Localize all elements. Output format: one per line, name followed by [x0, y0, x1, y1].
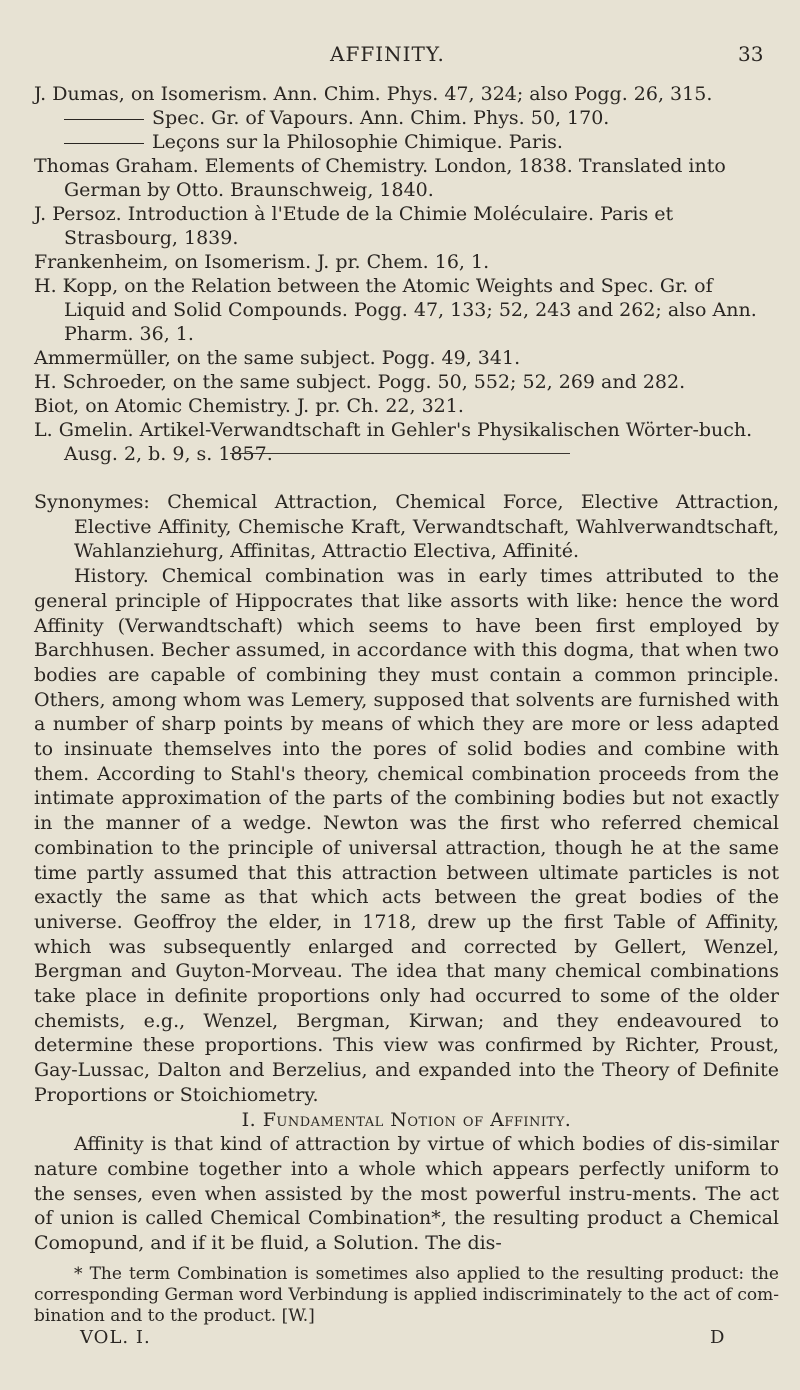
reference-entry: Spec. Gr. of Vapours. Ann. Chim. Phys. 50, 170.	[34, 106, 779, 130]
section-divider	[230, 453, 570, 454]
volume-label: VOL. I.	[80, 1327, 151, 1348]
footnote: * The term Combination is sometimes also applied to the resulting product: the corresponding German word Verbindung is applied indiscriminately to the act of com-bination and to the product. [W.]	[34, 1264, 779, 1326]
page-header	[0, 42, 800, 76]
reference-list	[34, 82, 779, 466]
reference-entry: Frankenheim, on Isomerism. J. pr. Chem. 16, 1.	[34, 251, 490, 273]
affinity-paragraph: Affinity is that kind of attraction by virtue of which bodies of dis-similar nature combine together into a whole which appears perfectly uniform to the senses, even when assisted by the most powerful instru-ments. The act of union is called Chemical Combination*, the resulting product a Chemical Comopund, and if it be fluid, a Solution. The dis-	[34, 1133, 779, 1255]
ditto-dash	[64, 143, 144, 144]
reference-entry: Thomas Graham. Elements of Chemistry. London, 1838. Translated into German by Otto. Braunschweig, 1840.	[34, 155, 726, 201]
footnote-block	[34, 1264, 779, 1351]
reference-entry: J. Dumas, on Isomerism. Ann. Chim. Phys. 47, 324; also Pogg. 26, 315.	[34, 83, 713, 105]
reference-entry: H. Kopp, on the Relation between the Atomic Weights and Spec. Gr. of Liquid and Solid Compounds. Pogg. 47, 133; 52, 243 and 262; also Ann. Pharm. 36, 1.	[34, 275, 757, 345]
signature-mark: D	[710, 1327, 725, 1348]
main-text	[34, 490, 779, 1256]
history-paragraph: History. Chemical combination was in early times attributed to the general principle of Hippocrates that like assorts with like: hence the word Affinity (Verwandtschaft) which seems to have been first employed by Barchhusen. Becher assumed, in accordance with this dogma, that when two bodies are capable of combining they must contain a common principle. Others, among whom was Lemery, supposed that solvents are furnished with a number of sharp points by means of which they are more or less adapted to insinuate themselves into the pores of solid bodies and combine with them. According to Stahl's theory, chemical combination proceeds from the intimate approximation of the parts of the combining bodies but not exactly in the manner of a wedge. Newton was the first who referred chemical combination to the principle of universal attraction, though he at the same time partly assumed that this attraction between ultimate particles is not exactly the same as that which acts between the great bodies of the universe. Geoffroy the elder, in 1718, drew up the first Table of Affinity, which was subsequently enlarged and corrected by Gellert, Wenzel, Bergman and Guyton-Morveau. The idea that many chemical combinations take place in definite proportions only had occurred to some of the older chemists, e.g., Wenzel, Bergman, Kirwan; and they endeavoured to determine these proportions. This view was confirmed by Richter, Proust, Gay-Lussac, Dalton and Berzelius, and expanded into the Theory of Definite Proportions or Stoichiometry.	[34, 565, 779, 1106]
page-number: 33	[738, 42, 764, 66]
reference-entry: L. Gmelin. Artikel-Verwandtschaft in Gehler's Physikalischen Wörter-buch. Ausg. 2, b. 9, s. 1857.	[34, 419, 753, 465]
ditto-dash	[64, 119, 144, 120]
reference-entry: Ammermüller, on the same subject. Pogg. 49, 341.	[34, 347, 521, 369]
reference-entry: Biot, on Atomic Chemistry. J. pr. Ch. 22, 321.	[34, 395, 464, 417]
section-heading: I. Fundamental Notion of Affinity.	[241, 1108, 572, 1131]
running-title: AFFINITY.	[330, 42, 445, 66]
synonymes-paragraph: Synonymes: Chemical Attraction, Chemical Force, Elective Attraction, Elective Affinity, Chemische Kraft, Verwandtschaft, Wahlverwandtschaft, Wahlanziehurg, Affinitas, Attractio Electiva, Affinité.	[34, 491, 779, 563]
reference-entry: H. Schroeder, on the same subject. Pogg. 50, 552; 52, 269 and 282.	[34, 371, 686, 393]
reference-entry: J. Persoz. Introduction à l'Etude de la Chimie Moléculaire. Paris et Strasbourg, 1839.	[34, 203, 674, 249]
reference-entry: Leçons sur la Philosophie Chimique. Paris.	[34, 130, 779, 154]
page-footer	[34, 1327, 779, 1351]
